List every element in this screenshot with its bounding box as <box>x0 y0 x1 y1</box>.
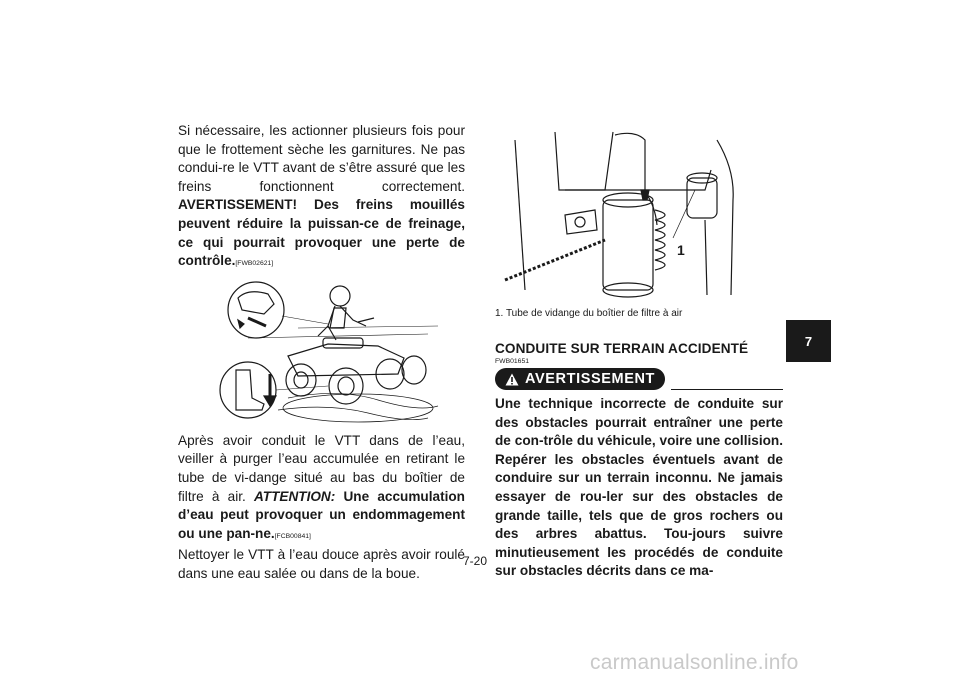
figure-callout-1: 1 <box>677 242 685 258</box>
left-column <box>178 122 465 584</box>
chapter-tab: 7 <box>786 320 831 362</box>
warning-label: AVERTISSEMENT <box>525 371 655 387</box>
drain-text: Après avoir conduit le VTT dans de l’eau, veiller à purger l’eau accumulée en retirant le tube de vi-dange situé au bas du boîtier de filtre à air. <box>178 432 465 504</box>
page-number: 7-20 <box>463 554 488 568</box>
brakes-warning: AVERTISSEMENT! Des freins mouillés peuvent réduire la puissan-ce de freinage, ce qui pourrait provoquer une perte de contrôle. <box>178 197 465 269</box>
paragraph-drain <box>178 432 465 547</box>
watermark: carmanualsonline.info <box>590 651 799 674</box>
warning-rule <box>671 369 783 390</box>
airbox-drain-illustration <box>495 130 783 300</box>
warning-badge <box>495 368 665 390</box>
airbox-figure <box>495 130 783 300</box>
figure-caption: 1. Tube de vidange du boîtier de filtre à air <box>495 308 683 319</box>
attention-label: ATTENTION: <box>253 488 336 504</box>
warning-header <box>495 368 783 390</box>
atv-water-illustration <box>178 278 465 428</box>
section-title: CONDUITE SUR TERRAIN ACCIDENTÉ <box>495 341 749 356</box>
brakes-text: Si nécessaire, les actionner plusieurs fois pour que le frottement sèche les garnitures. Ne pas condui-re le VTT avant de s’être assuré que les freins fonctionnent correctement. <box>178 123 465 194</box>
attention-text: Une accumulation d’eau peut provoquer un endommagement ou une pan-ne. <box>178 488 465 541</box>
warning-text: Une technique incorrecte de conduite sur des obstacles pourrait entraîner une perte de con-trôle du véhicule, voire une collision. Repérer les obstacles éventuels avant de conduire sur un terrain inconnu. Ne jamais essayer de rou-ler sur des obstacles de grande taille, tels que de gros rochers ou des arbres abattus. Tou-jours suivre minutieusement les procédés de conduite sur obstacles décrits dans ce ma- <box>495 396 783 579</box>
drain-code: [FCB00841] <box>274 532 311 540</box>
paragraph-clean: Nettoyer le VTT à l’eau douce après avoir roulé dans une eau salée ou dans de la boue. <box>178 547 465 581</box>
section-code: FWB01651 <box>495 358 530 365</box>
paragraph-brakes <box>178 122 465 274</box>
right-column <box>495 130 783 581</box>
brakes-code: [FWB02621] <box>235 260 274 268</box>
warning-triangle-icon <box>505 373 519 386</box>
